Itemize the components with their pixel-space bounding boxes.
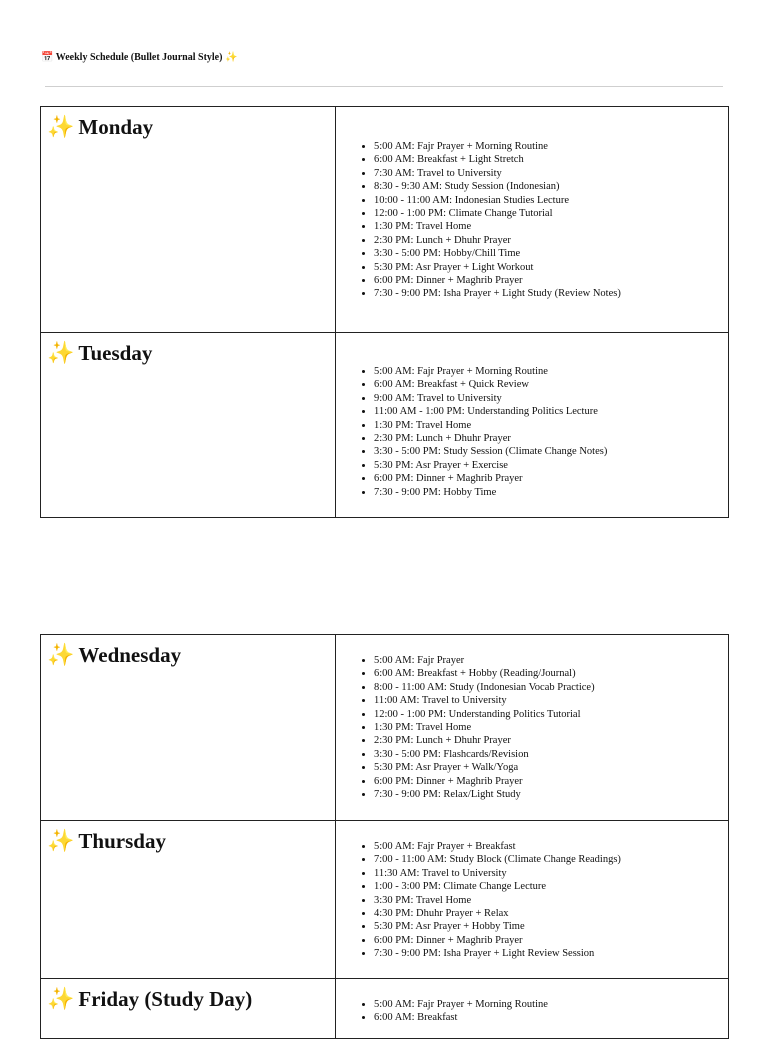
- list-item: • 3:30 - 5:00 PM: Study Session (Climate Change Notes): [374, 445, 728, 458]
- list-item: • 7:00 - 11:00 AM: Study Block (Climate Change Readings): [374, 853, 728, 866]
- table-row-wednesday: [41, 635, 729, 821]
- list-item: • 3:30 PM: Travel Home: [374, 894, 728, 907]
- document-title-text: Weekly Schedule (Bullet Journal Style): [55, 52, 223, 63]
- list-item: • 4:30 PM: Dhuhr Prayer + Relax: [374, 907, 728, 920]
- list-item: • 12:00 - 1:00 PM: Understanding Politics Tutorial: [374, 708, 728, 721]
- table-row-thursday: [41, 821, 729, 979]
- list-item: • 6:00 AM: Breakfast + Hobby (Reading/Journal): [374, 667, 728, 680]
- list-item: • 7:30 AM: Travel to University: [374, 167, 728, 180]
- sparkles-icon: ✨: [47, 115, 75, 140]
- task-cell-friday: [336, 979, 729, 1039]
- day-heading-wednesday: [41, 635, 335, 669]
- horizontal-divider: [45, 86, 723, 87]
- list-item: • 5:00 AM: Fajr Prayer + Morning Routine: [374, 140, 728, 153]
- list-item: • 6:00 AM: Breakfast + Quick Review: [374, 378, 728, 391]
- task-list-friday: [336, 998, 728, 1025]
- task-list-monday: [336, 140, 728, 301]
- sparkles-icon: ✨: [47, 829, 75, 854]
- list-item: • 6:00 AM: Breakfast: [374, 1011, 728, 1024]
- sparkles-icon: ✨: [47, 643, 75, 668]
- task-list-wednesday: [336, 654, 728, 801]
- table-row-friday: [41, 979, 729, 1039]
- list-item: • 6:00 PM: Dinner + Maghrib Prayer: [374, 775, 728, 788]
- list-item: • 5:30 PM: Asr Prayer + Hobby Time: [374, 920, 728, 933]
- list-item: • 1:30 PM: Travel Home: [374, 721, 728, 734]
- list-item: • 7:30 - 9:00 PM: Relax/Light Study: [374, 788, 728, 801]
- list-item: • 8:00 - 11:00 AM: Study (Indonesian Vocab Practice): [374, 681, 728, 694]
- day-heading-tuesday: [41, 333, 335, 367]
- list-item: • 11:00 AM - 1:00 PM: Understanding Politics Lecture: [374, 405, 728, 418]
- list-item: • 2:30 PM: Lunch + Dhuhr Prayer: [374, 432, 728, 445]
- sparkles-icon: ✨: [47, 987, 75, 1012]
- list-item: • 1:00 - 3:00 PM: Climate Change Lecture: [374, 880, 728, 893]
- day-heading-thursday: [41, 821, 335, 855]
- list-item: • 8:30 - 9:30 AM: Study Session (Indonesian): [374, 180, 728, 193]
- day-cell-friday: [41, 979, 336, 1039]
- list-item: • 9:00 AM: Travel to University: [374, 392, 728, 405]
- task-cell-tuesday: [336, 333, 729, 518]
- table-row-tuesday: [41, 333, 729, 518]
- day-cell-monday: [41, 107, 336, 333]
- document-title: [41, 52, 237, 63]
- day-name: Tuesday: [78, 341, 153, 365]
- list-item: • 5:30 PM: Asr Prayer + Exercise: [374, 459, 728, 472]
- task-list-tuesday: [336, 365, 728, 499]
- task-list-thursday: [336, 840, 728, 961]
- task-cell-wednesday: [336, 635, 729, 821]
- list-item: • 10:00 - 11:00 AM: Indonesian Studies Lecture: [374, 194, 728, 207]
- day-heading-monday: [41, 107, 335, 141]
- day-name: Monday: [78, 115, 154, 139]
- sparkles-icon: ✨: [47, 341, 75, 366]
- task-cell-thursday: [336, 821, 729, 979]
- list-item: • 1:30 PM: Travel Home: [374, 419, 728, 432]
- list-item: • 7:30 - 9:00 PM: Hobby Time: [374, 486, 728, 499]
- day-cell-wednesday: [41, 635, 336, 821]
- list-item: • 7:30 - 9:00 PM: Isha Prayer + Light Review Session: [374, 947, 728, 960]
- task-cell-monday: [336, 107, 729, 333]
- list-item: • 3:30 - 5:00 PM: Flashcards/Revision: [374, 748, 728, 761]
- list-item: • 7:30 - 9:00 PM: Isha Prayer + Light Study (Review Notes): [374, 287, 728, 300]
- table-row-monday: [41, 107, 729, 333]
- sparkles-icon: ✨: [224, 52, 238, 63]
- list-item: • 12:00 - 1:00 PM: Climate Change Tutorial: [374, 207, 728, 220]
- list-item: • 6:00 AM: Breakfast + Light Stretch: [374, 153, 728, 166]
- day-name: Wednesday: [78, 643, 182, 667]
- list-item: • 11:30 AM: Travel to University: [374, 867, 728, 880]
- schedule-table-2: [40, 634, 729, 1039]
- list-item: • 6:00 PM: Dinner + Maghrib Prayer: [374, 472, 728, 485]
- list-item: • 5:00 AM: Fajr Prayer: [374, 654, 728, 667]
- list-item: • 1:30 PM: Travel Home: [374, 220, 728, 233]
- day-cell-tuesday: [41, 333, 336, 518]
- schedule-table-1: [40, 106, 729, 518]
- list-item: • 3:30 - 5:00 PM: Hobby/Chill Time: [374, 247, 728, 260]
- list-item: • 5:30 PM: Asr Prayer + Light Workout: [374, 261, 728, 274]
- list-item: • 5:30 PM: Asr Prayer + Walk/Yoga: [374, 761, 728, 774]
- day-name: Thursday: [78, 829, 166, 853]
- list-item: • 6:00 PM: Dinner + Maghrib Prayer: [374, 274, 728, 287]
- day-cell-thursday: [41, 821, 336, 979]
- day-heading-friday: [41, 979, 335, 1013]
- list-item: • 5:00 AM: Fajr Prayer + Morning Routine: [374, 365, 728, 378]
- list-item: • 2:30 PM: Lunch + Dhuhr Prayer: [374, 234, 728, 247]
- calendar-icon: 📅: [41, 52, 54, 63]
- list-item: • 11:00 AM: Travel to University: [374, 694, 728, 707]
- list-item: • 5:00 AM: Fajr Prayer + Breakfast: [374, 840, 728, 853]
- list-item: • 2:30 PM: Lunch + Dhuhr Prayer: [374, 734, 728, 747]
- list-item: • 5:00 AM: Fajr Prayer + Morning Routine: [374, 998, 728, 1011]
- day-name: Friday (Study Day): [78, 987, 253, 1011]
- list-item: • 6:00 PM: Dinner + Maghrib Prayer: [374, 934, 728, 947]
